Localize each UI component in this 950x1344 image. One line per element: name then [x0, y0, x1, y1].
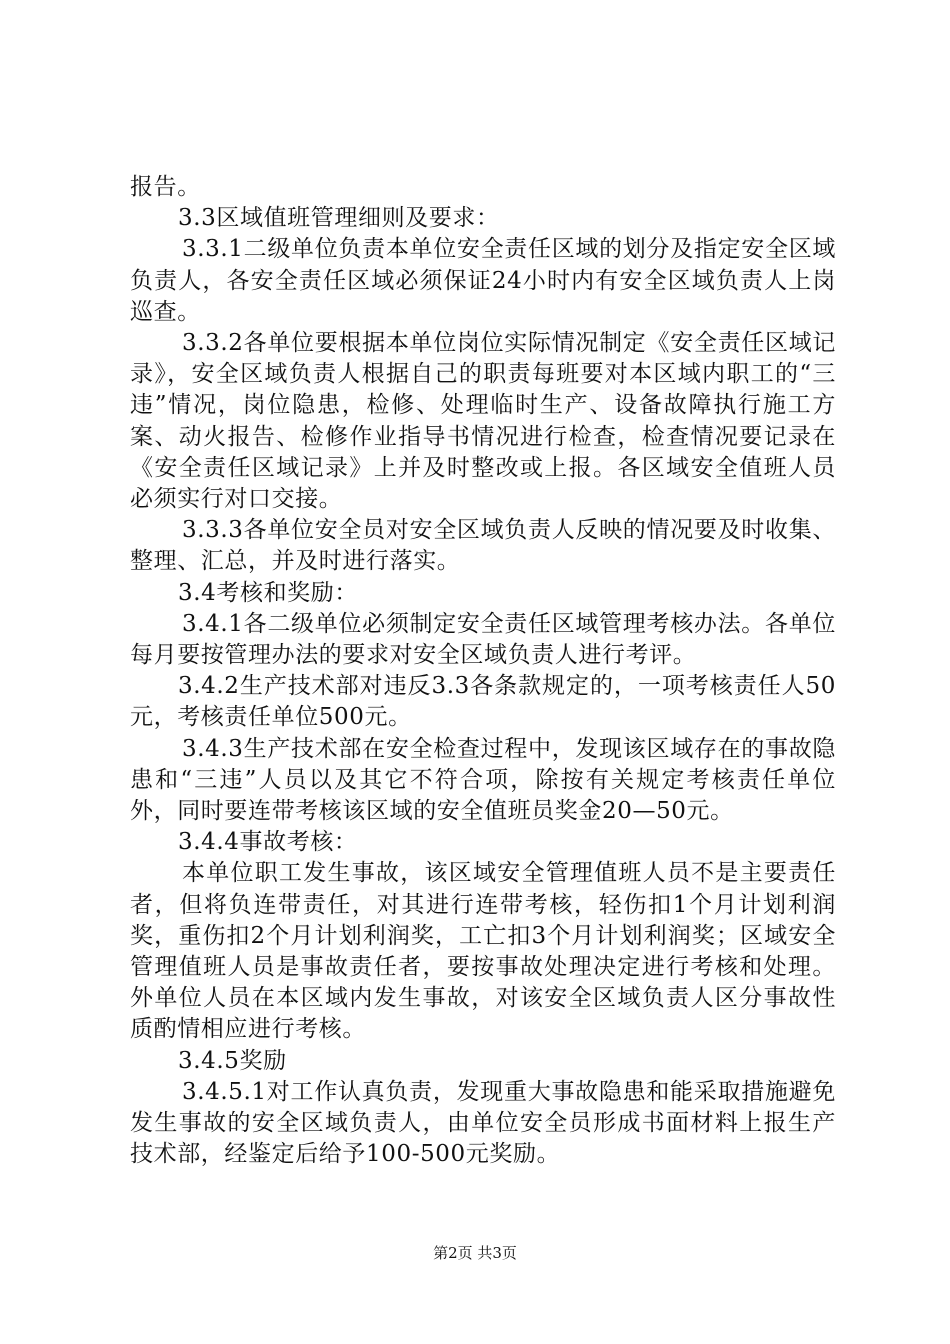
- clause-3-4-4-body: 本单位职工发生事故，该区域安全管理值班人员不是主要责任者，但将负连带责任，对其进行连带考核，轻伤扣1个月计划利润奖，重伤扣2个月计划利润奖，工亡扣3个月计划利润奖；区域安全管理值班人员是事故责任者，要按事故处理决定进行考核和处理。外单位人员在本区域内发生事故，对该安全区域负责人区分事故性质酌情相应进行考核。: [130, 860, 836, 1043]
- clause-3-3-3: 3.3.3各单位安全员对安全区域负责人反映的情况要及时收集、整理、汇总，并及时进行落实。: [130, 517, 836, 575]
- clause-3-3-1: 3.3.1二级单位负责本单位安全责任区域的划分及指定安全区域负责人，各安全责任区域必须保证24小时内有安全区域负责人上岗巡查。: [130, 236, 836, 325]
- clause-3-4-1: 3.4.1各二级单位必须制定安全责任区域管理考核办法。各单位每月要按管理办法的要求对安全区域负责人进行考评。: [130, 610, 836, 669]
- page-number-label: 第2页 共3页: [433, 1244, 517, 1262]
- clause-3-4-4-heading: 3.4.4事故考核：: [178, 829, 358, 856]
- paragraph-1: 报告。: [130, 174, 201, 200]
- section-heading-3-3: 3.3区域值班管理细则及要求：: [178, 205, 500, 232]
- clause-3-4-5-heading: 3.4.5奖励: [178, 1047, 287, 1074]
- clause-3-3-2: 3.3.2各单位要根据本单位岗位实际情况制定《安全责任区域记录》，安全区域负责人根据自己的职责每班要对本区域内职工的“三违”情况，岗位隐患，检修、处理临时生产、设备故障执行施工方案、动火报告、检修作业指导书情况进行检查，检查情况要记录在《安全责任区域记录》上并及时整改或上报。各区域安全值班人员必须实行对口交接。: [130, 330, 836, 513]
- section-heading-3-4: 3.4考核和奖励：: [178, 579, 358, 606]
- document-body: [130, 172, 836, 1171]
- page-footer: [0, 1243, 950, 1263]
- clause-3-4-2: 3.4.2生产技术部对违反3.3各条款规定的，一项考核责任人50元，考核责任单位500元。: [130, 673, 836, 731]
- clause-3-4-3: 3.4.3生产技术部在安全检查过程中，发现该区域存在的事故隐患和“三违”人员以及其它不符合项，除按有关规定考核责任单位外，同时要连带考核该区域的安全值班员奖金20—50元。: [130, 735, 836, 825]
- clause-3-4-5-1: 3.4.5.1对工作认真负责，发现重大事故隐患和能采取措施避免发生事故的安全区域负责人，由单位安全员形成书面材料上报生产技术部，经鉴定后给予100-500元奖励。: [130, 1078, 836, 1168]
